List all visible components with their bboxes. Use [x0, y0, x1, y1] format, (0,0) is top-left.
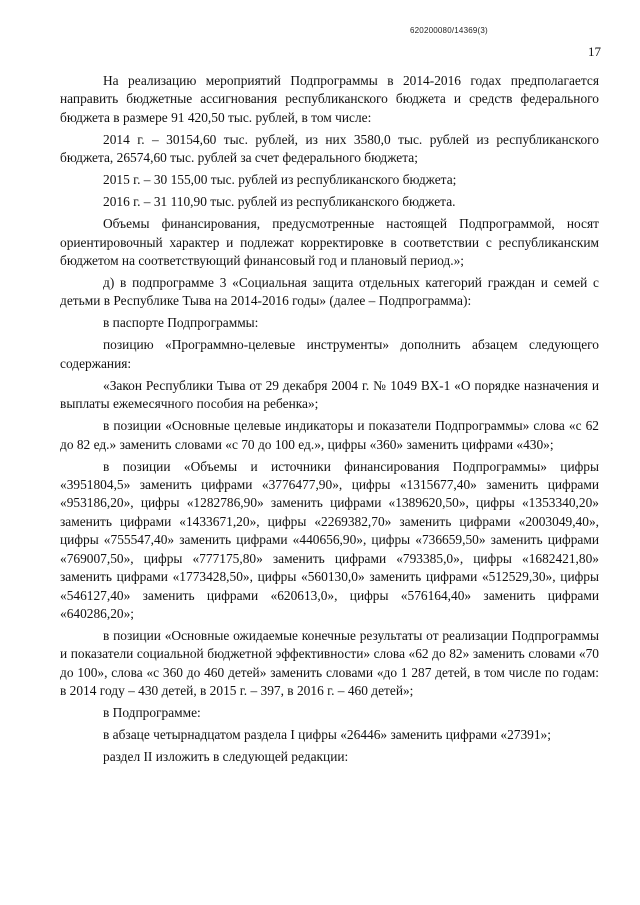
paragraph: в позиции «Основные целевые индикаторы и показатели Подпрограммы» слова «с 62 до 82 ед.» заменить словами «с 70 до 100 ед.», цифры «360» заменить цифрами «430»;: [60, 418, 599, 452]
paragraph: раздел II изложить в следующей редакции:: [103, 749, 349, 765]
page-number: 17: [588, 44, 601, 59]
paragraph: в паспорте Подпрограммы:: [103, 315, 259, 331]
paragraph: в Подпрограмме:: [103, 705, 201, 721]
paragraph: 2016 г. – 31 110,90 тыс. рублей из республиканского бюджета.: [103, 194, 456, 210]
paragraph: 2015 г. – 30 155,00 тыс. рублей из республиканского бюджета;: [103, 172, 457, 188]
paragraph: в позиции «Основные ожидаемые конечные результаты от реализации Подпрограммы и показатели социальной бюджетной эффективности» слова «62 до 82» заменить словами «70 до 100», слова «с 360 до 460 детей» заменить словами «до 1 287 детей, в том числе по годам: в 2014 году – 430 детей, в 2015 г. – 397, в 2016 г. – 460 детей»;: [60, 627, 599, 699]
paragraph: позицию «Программно-целевые инструменты» дополнить абзацем следующего содержания:: [60, 337, 599, 371]
paragraph: в абзаце четырнадцатом раздела I цифры «26446» заменить цифрами «27391»;: [103, 727, 551, 743]
document-body: [60, 72, 599, 770]
paragraph: 2014 г. – 30154,60 тыс. рублей, из них 3580,0 тыс. рублей из республиканского бюджета, 26574,60 тыс. рублей за счет федерального бюджета;: [60, 131, 599, 166]
paragraph: На реализацию мероприятий Подпрограммы в 2014-2016 годах предполагается направить бюджетные ассигнования республиканского бюджета и средств федерального бюджета в размере 91 420,50 тыс. рублей, в том числе:: [60, 73, 599, 125]
paragraph: в позиции «Объемы и источники финансирования Подпрограммы» цифры «3951804,5» заменить цифрами «3776477,90», цифры «1315677,40» заменить цифрами «953186,20», цифры «1282786,90» заменить цифрами «1389620,50», цифры «1353340,20» заменить цифрами «1433671,20», цифры «2269382,70» заменить цифрами «2003049,40», цифры «755547,40» заменить цифрами «440656,90», цифры «736659,50» заменить цифрами «769007,50», цифры «777175,80» заменить цифрами «793385,0», цифры «1682421,80» заменить цифрами «1773428,50», цифры «560130,0» заменить цифрами «512529,30», цифры «546127,40» заменить цифрами «620613,0», цифры «576164,40» заменить цифрами «640286,20»;: [60, 458, 599, 621]
paragraph: д) в подпрограмме 3 «Социальная защита отдельных категорий граждан и семей с детьми в Республике Тыва на 2014-2016 годы» (далее – Подпрограмма):: [60, 275, 599, 309]
paragraph: «Закон Республики Тыва от 29 декабря 2004 г. № 1049 ВХ-1 «О порядке назначения и выплаты ежемесячного пособия на ребенка»;: [60, 377, 599, 412]
paragraph: Объемы финансирования, предусмотренные настоящей Подпрограммой, носят ориентировочный характер и подлежат корректировке в соответствии с республиканским бюджетом на соответствующий финансовый год и плановый период.»;: [60, 216, 599, 269]
document-id: 620200080/14369(3): [410, 26, 488, 35]
